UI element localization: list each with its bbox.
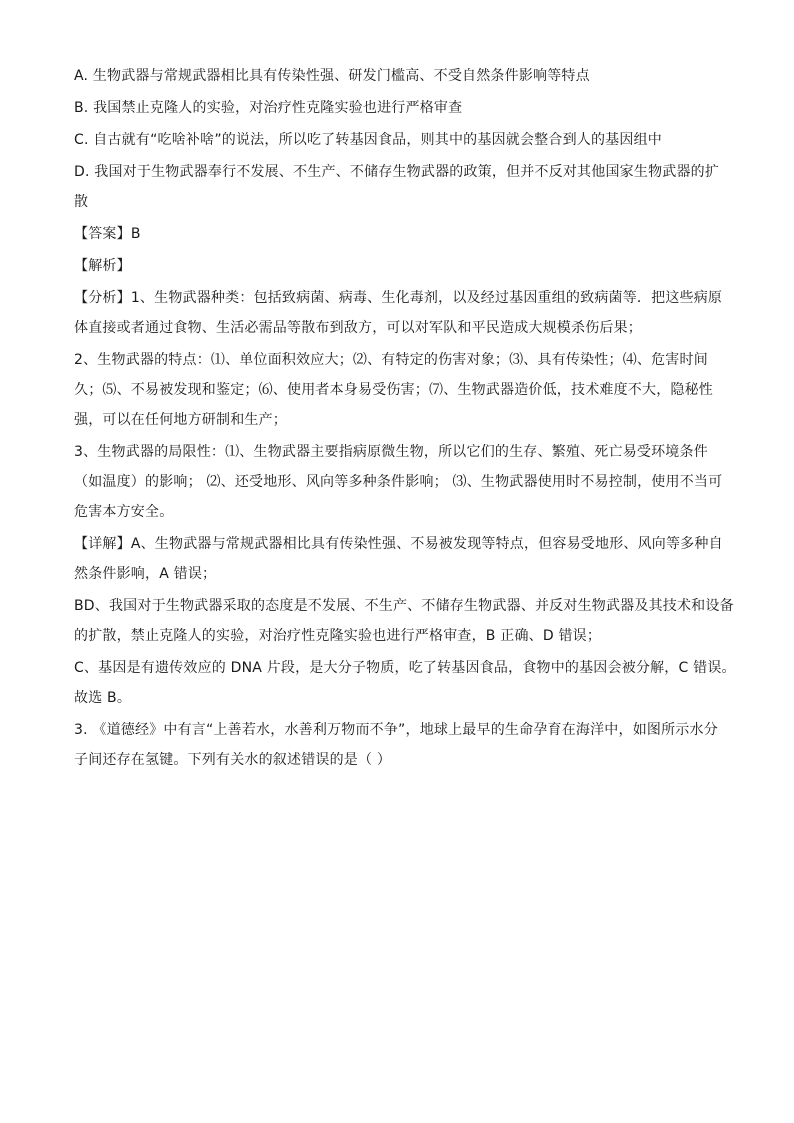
analysis-p3-line3: 危害本方安全。 <box>74 504 174 520</box>
detail-bd-line1: BD、我国对于生物武器采取的态度是不发展、不生产、不储存生物武器、并反对生物武器及其技术和设备 <box>74 598 734 614</box>
option-d-line1: D. 我国对于生物武器奉行不发展、不生产、不储存生物武器的政策，但并不反对其他国家生物武器的扩 <box>74 164 720 180</box>
analysis-p2-line2: 久；⑸、不易被发现和鉴定；⑹、使用者本身易受伤害；⑺、生物武器造价低，技术难度不大，隐秘性 <box>74 382 713 398</box>
analysis-p3-line1: 3、生物武器的局限性：⑴、生物武器主要指病原微生物，所以它们的生存、繁殖、死亡易受环境条件 <box>74 444 708 460</box>
analysis-tag: 【解析】 <box>74 258 131 274</box>
detail-line2: 然条件影响，A 错误； <box>74 566 217 582</box>
detail-bd-line2: 的扩散，禁止克隆人的实验，对治疗性克隆实验也进行严格审查，B 正确、D 错误； <box>74 628 602 644</box>
answer-tag: 【答案】 <box>74 226 131 242</box>
analysis-p3-line2: （如温度）的影响； ⑵、还受地形、风向等多种条件影响； ⑶、生物武器使用时不易控制，使用不当可 <box>74 474 723 490</box>
xiangjie-tag: 【详解】 <box>74 536 131 552</box>
answer-value: B <box>130 226 141 242</box>
option-a: A. 生物武器与常规武器相比具有传染性强、研发门槛高、不受自然条件影响等特点 <box>74 68 590 84</box>
detail-c-line: C、基因是有遗传效应的 DNA 片段，是大分子物质，吃了转基因食品，食物中的基因会被分解，C 错误。 <box>74 660 736 676</box>
fenxi-tag: 【分析】 <box>74 290 131 306</box>
option-c: C. 自古就有“吃啥补啥”的说法，所以吃了转基因食品，则其中的基因就会整合到人的基因组中 <box>74 132 662 148</box>
detail-text1: A、生物武器与常规武器相比具有传染性强、不易被发现等特点，但容易受地形、风向等多种自 <box>130 536 723 552</box>
conclusion-line: 故选 B。 <box>74 690 132 706</box>
analysis-p1-line1 <box>74 288 724 308</box>
analysis-p1-text1: 1、生物武器种类：包括致病菌、病毒、生化毒剂，以及经过基因重组的致病菌等．把这些病原 <box>130 290 723 306</box>
answer-line <box>74 224 724 244</box>
option-d-line2: 散 <box>74 194 89 210</box>
question3-line2: 子间还存在氢键。下列有关水的叙述错误的是（ ） <box>74 752 392 768</box>
option-b: B. 我国禁止克隆人的实验，对治疗性克隆实验也进行严格审查 <box>74 100 463 116</box>
question3-line1: 3. 《道德经》中有言“上善若水，水善利万物而不争”，地球上最早的生命孕育在海洋中，如图所示水分 <box>74 722 718 738</box>
analysis-p2-line3: 强，可以在任何地方研制和生产； <box>74 412 287 428</box>
detail-line1 <box>74 534 724 554</box>
analysis-p1-line2: 体直接或者通过食物、生活必需品等散布到敌方，可以对军队和平民造成大规模杀伤后果； <box>74 320 642 336</box>
analysis-p2-line1: 2、生物武器的特点：⑴、单位面积效应大；⑵、有特定的伤害对象；⑶、具有传染性；⑷、危害时间 <box>74 352 708 368</box>
